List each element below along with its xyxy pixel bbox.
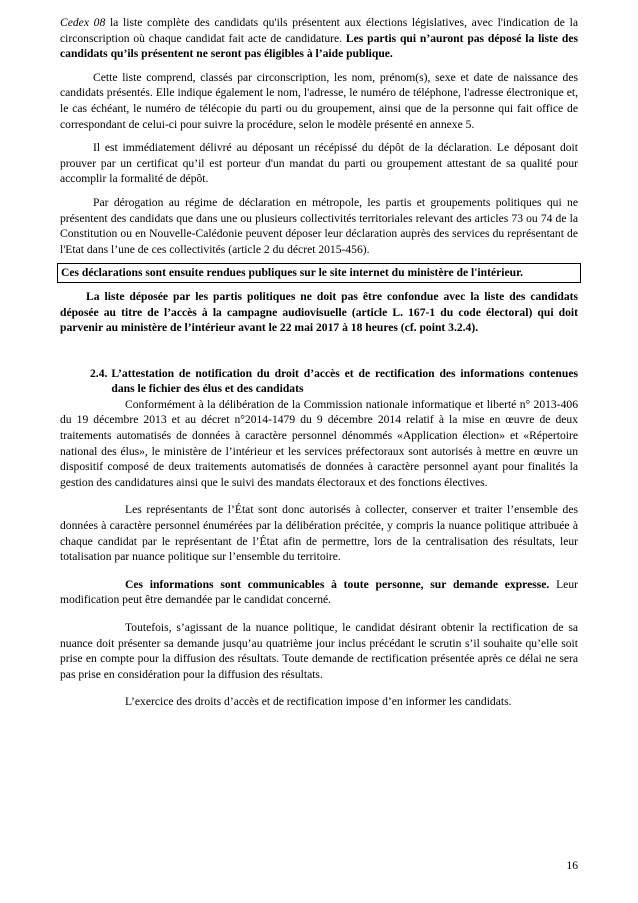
paragraph-bold-warning: La liste déposée par les partis politiques ne doit pas être confondue avec la liste des candidats déposée au titre de l’accès à la campagne audiovisuelle (article L. 167-1 du code électoral) qui doit parvenir au ministère de l’intérieur avant le 22 mai 2017 à 18 heures (cf. point 3.2.4). <box>60 289 578 335</box>
paragraph-cnil: Conformément à la délibération de la Commission nationale informatique et liberté n° 2013-406 du 19 décembre 2013 et au décret n°2014-1479 du 9 décembre 2014 relatif à la mise en œuvre de deux traitements automatisés de données à caractère personnel dénommés «Application élection» et «Répertoire national des élus», le ministère de l’intérieur et les services préfectoraux sont autorisés à mettre en œuvre un dispositif composé de deux traitements automatisés de données à caractère personnel ayant pour finalités la gestion des candidatures ainsi que le suivi des mandats électoraux et des fonctions électives. <box>60 397 578 489</box>
section-title: L’attestation de notification du droit d’accès et de rectification des informations contenues dans le fichier des élus et des candidats <box>111 366 578 396</box>
paragraph-list-content: Cette liste comprend, classés par circonscription, les nom, prénom(s), sexe et date de naissance des candidats présentés. Elle indique également le nom, l'adresse, le numéro de téléphone, l'adresse électronique et, le cas échéant, le numéro de télécopie du parti ou du groupement, ainsi que de la personne qui fait office de correspondant de celui-ci pour suivre la procédure, selon le modèle présenté en annexe 5. <box>60 70 578 131</box>
paragraph-text: Leur modification peut être demandée par le candidat concerné. <box>60 577 578 607</box>
cedex-text: Cedex 08 <box>60 16 106 29</box>
paragraph-bold-text: Ces informations sont communicables à toute personne, sur demande expresse. <box>125 577 550 591</box>
section-number: 2.4. <box>90 366 108 380</box>
paragraph-derogation: Par dérogation au régime de déclaration en métropole, les partis et groupements politiques qui ne présentent des candidats que dans une ou plusieurs collectivités territoriales relevant des articles 73 ou 74 de la Constitution ou en Nouvelle-Calédonie peuvent déposer leur déclaration auprès des services du représentant de l'Etat dans l’une de ces collectivités (article 2 du décret 2015-456). <box>60 195 578 256</box>
section-heading <box>90 366 578 397</box>
page-number: 16 <box>566 859 578 872</box>
paragraph-representatives: Les représentants de l’État sont donc autorisés à collecter, conserver et traiter l’ensemble des données à caractère personnel énumérées par la délibération précitée, y compris la nuance politique attribuée à chaque candidat par le représentant de l’État afin de permettre, lors de la centralisation des résultats, leur totalisation par nuance politique sur l’ensemble du territoire. <box>60 503 578 564</box>
paragraph-receipt: Il est immédiatement délivré au déposant un récépissé du dépôt de la déclaration. Le déposant doit prouver par un certificat qu’il est porteur d'un mandat du parti ou groupement attestant de sa qualité pour accomplir la formalité de dépôt. <box>60 141 578 186</box>
paragraph-bold-text: Les partis qui n’auront pas déposé la liste des candidats qu’ils présentent ne seront pas éligibles à l’aide publique. <box>60 31 578 61</box>
paragraph-list-deposit <box>60 15 578 62</box>
paragraph-nuance: Toutefois, s’agissant de la nuance politique, le candidat désirant obtenir la rectification de sa nuance doit présenter sa demande jusqu’au quatrième jour inclus précédant le scrutin s’il souhaite qu’elle soit prise en compte pour la diffusion des résultats. Toute demande de rectification présentée après ce délai ne sera pas prise en considération pour la diffusion des résultats. <box>60 621 578 681</box>
boxed-notice: Ces déclarations sont ensuite rendues publiques sur le site internet du ministère de l'intérieur. <box>57 263 581 283</box>
paragraph-rights: L’exercice des droits d’accès et de rectification impose d’en informer les candidats. <box>125 695 512 709</box>
paragraph-communicable <box>60 577 578 608</box>
paragraph-text: la liste complète des candidats qu'ils présentent aux élections législatives, avec l'indication de la circonscription où chaque candidat fait acte de candidature. <box>60 16 578 45</box>
